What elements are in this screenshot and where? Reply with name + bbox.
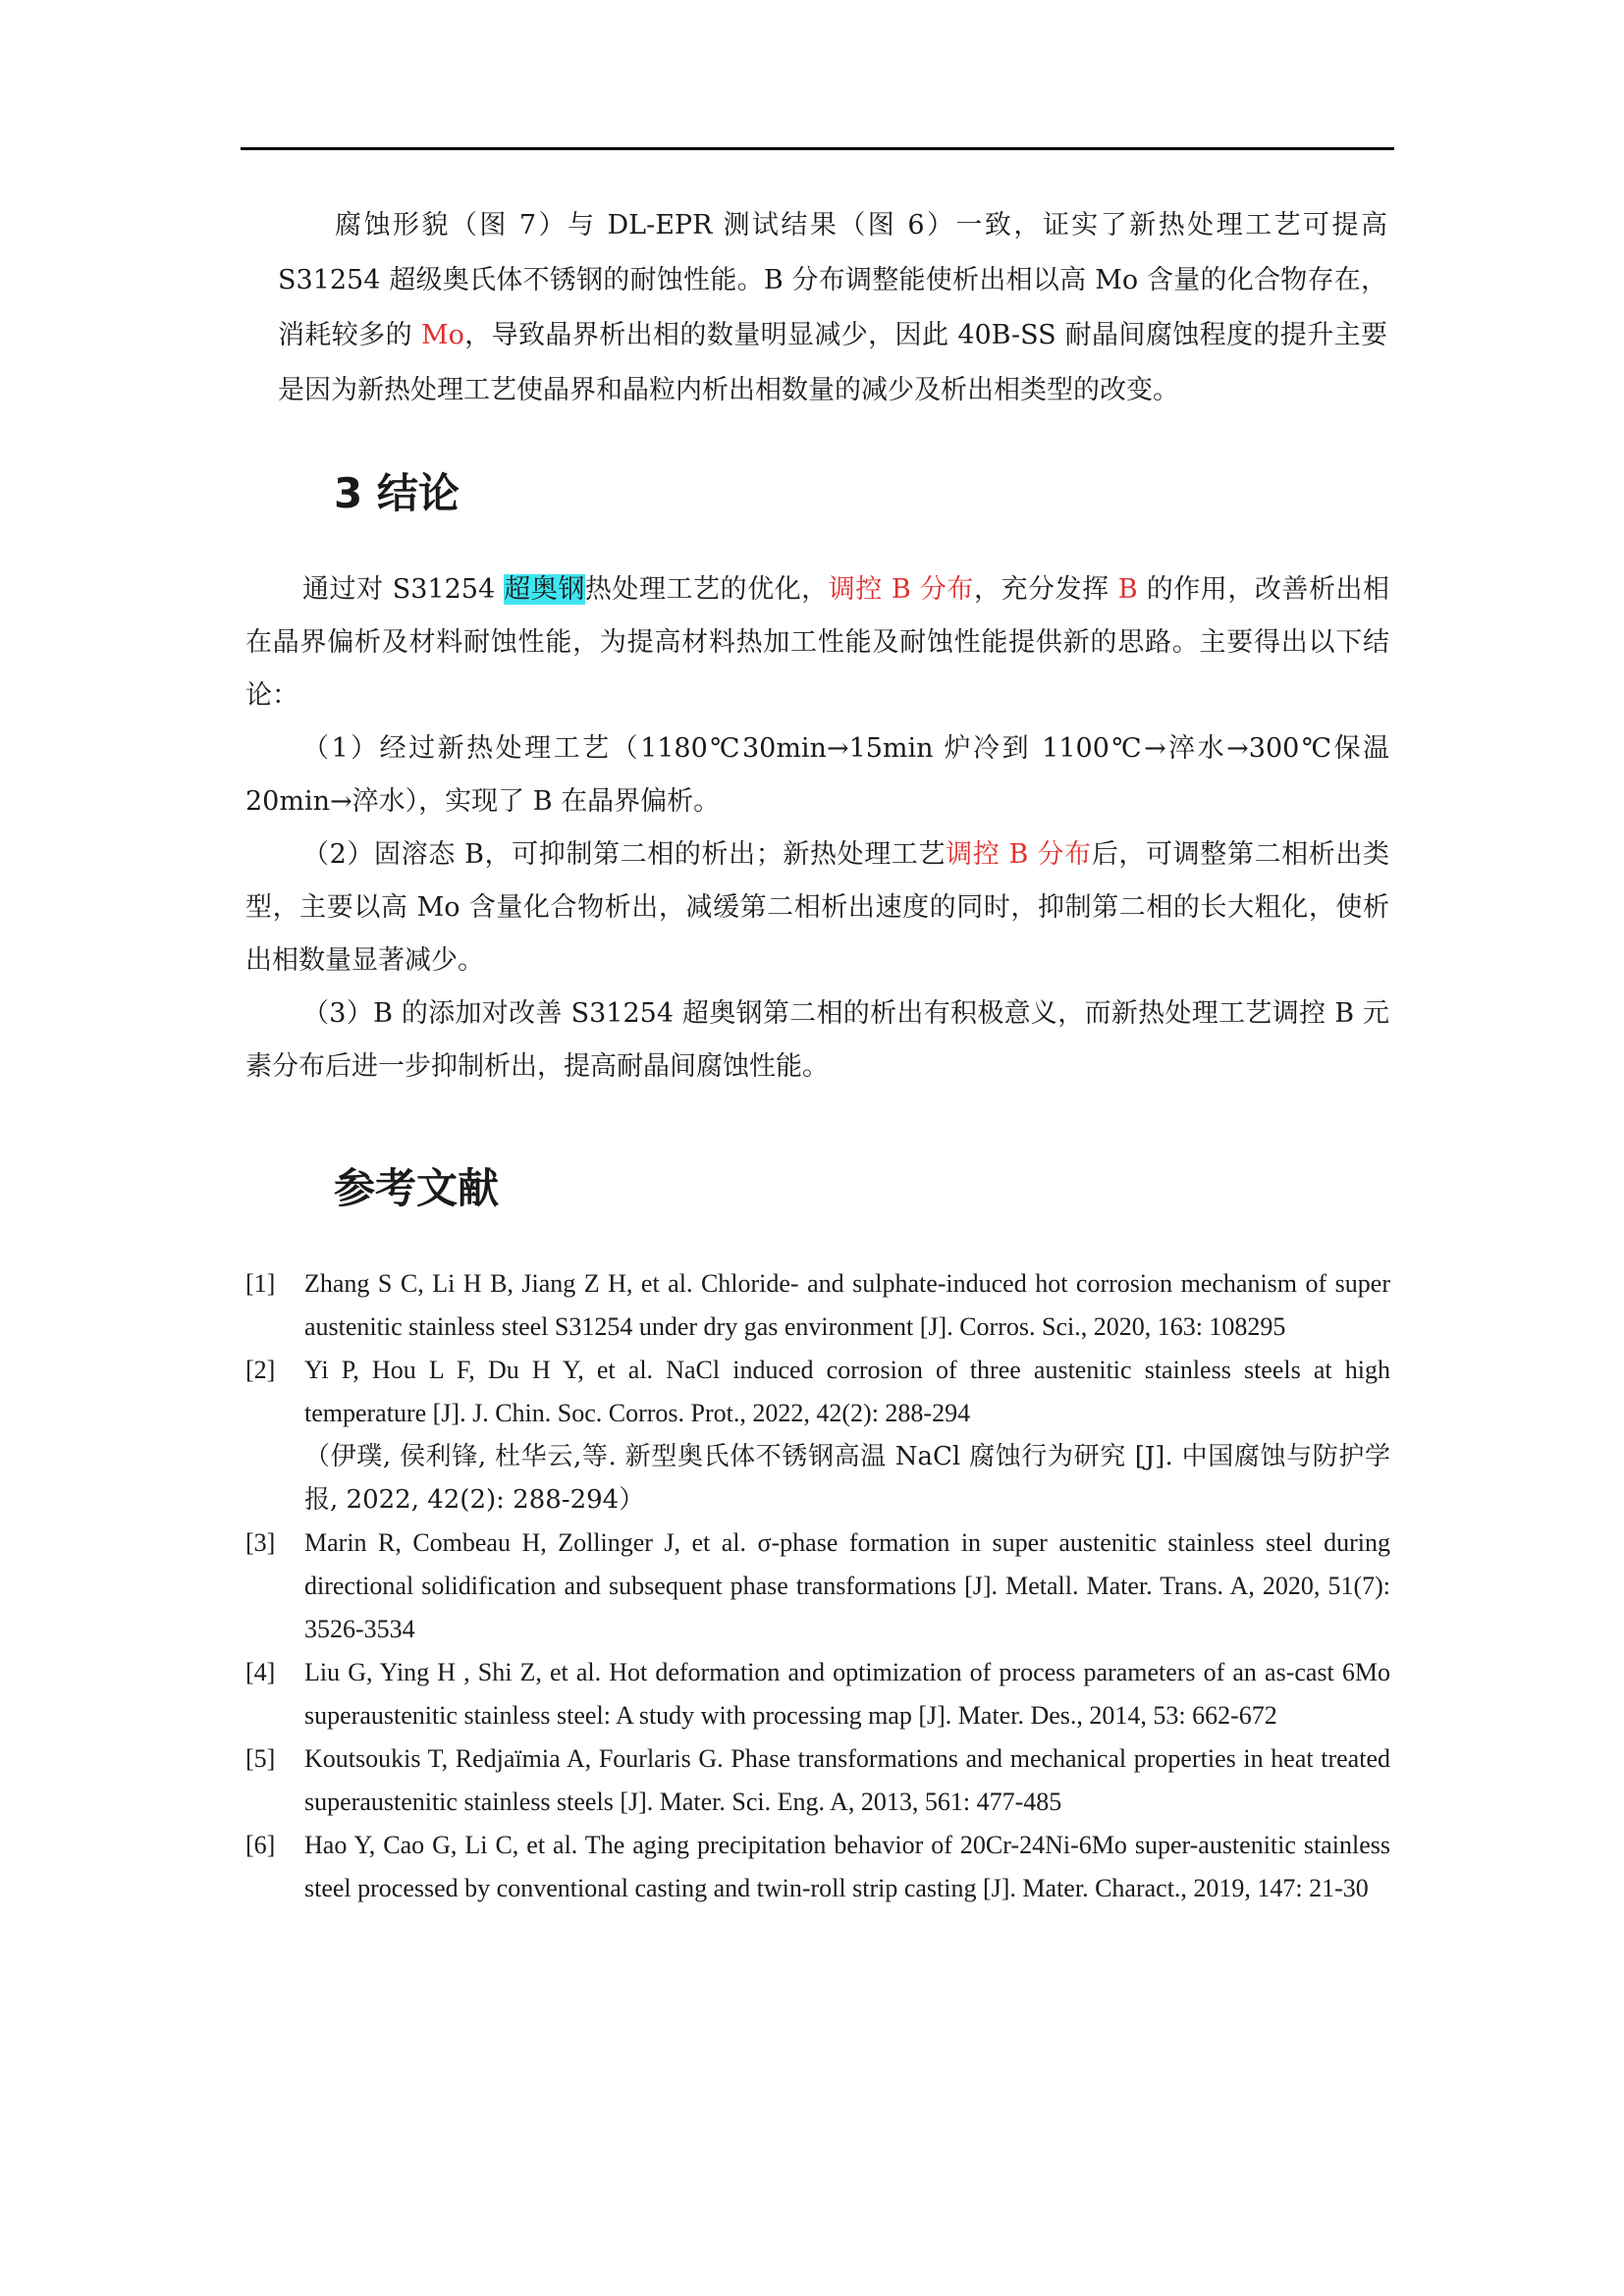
reference-number: [3] bbox=[245, 1528, 276, 1557]
reference-item bbox=[245, 1737, 1390, 1824]
reference-text: Hao Y, Cao G, Li C, et al. The aging precipitation behavior of 20Cr-24Ni-6Mo super-austenitic stainless steel processed by conventional casting and twin-roll strip casting [J]. Mater. Charact., 2019, 147: 21-30 bbox=[304, 1831, 1390, 1902]
conclusion-item-3: （3）B 的添加对改善 S31254 超奥钢第二相的析出有积极意义，而新热处理工艺调控 B 元素分布后进一步抑制析出，提高耐晶间腐蚀性能。 bbox=[245, 998, 1389, 1082]
item2-text-1: （2）固溶态 B，可抑制第二相的析出；新热处理工艺 bbox=[302, 839, 947, 870]
intro-text-2: ，导致晶界析出相的数量明显减少，因此 40B-SS 耐晶间腐蚀程度的提升主要是因为新热处理工艺使晶界和晶粒内析出相数量的减少及析出相类型的改变。 bbox=[278, 320, 1387, 405]
lead-red-1: 调控 B 分布 bbox=[828, 574, 974, 605]
reference-text: Liu G, Ying H , Shi Z, et al. Hot deformation and optimization of process parameters of an as-cast 6Mo superaustenitic stainless steel: A study with processing map [J]. Mater. Des., 2014, 53: 662-672 bbox=[304, 1658, 1390, 1730]
lead-text-3: ，充分发挥 bbox=[973, 574, 1118, 605]
reference-number: [2] bbox=[245, 1356, 276, 1384]
reference-item bbox=[245, 1522, 1390, 1651]
lead-red-2: B bbox=[1117, 574, 1138, 605]
reference-number: [6] bbox=[245, 1831, 276, 1859]
lead-text-2: 热处理工艺的优化， bbox=[584, 574, 829, 605]
intro-paragraph bbox=[278, 198, 1387, 418]
reference-item bbox=[245, 1651, 1390, 1737]
reference-number: [1] bbox=[245, 1269, 276, 1298]
reference-text: Zhang S C, Li H B, Jiang Z H, et al. Chloride- and sulphate-induced hot corrosion mechanism of super austenitic stainless steel S31254 under dry gas environment [J]. Corros. Sci., 2020, 163: 108295 bbox=[304, 1269, 1390, 1341]
reference-text: Koutsoukis T, Redjaïmia A, Fourlaris G. Phase transformations and mechanical properties in heat treated superaustenitic stainless steels [J]. Mater. Sci. Eng. A, 2013, 561: 477-485 bbox=[304, 1744, 1390, 1816]
reference-text: Yi P, Hou L F, Du H Y, et al. NaCl induced corrosion of three austenitic stainless steels at high temperature [J]. J. Chin. Soc. Corros. Prot., 2022, 42(2): 288-294 bbox=[304, 1356, 1390, 1427]
references-heading: 参考文献 bbox=[334, 1164, 500, 1212]
reference-chinese-text: （伊璞, 侯利锋, 杜华云,等. 新型奥氏体不锈钢高温 NaCl 腐蚀行为研究 [J]. 中国腐蚀与防护学报, 2022, 42(2): 288-294） bbox=[304, 1442, 1390, 1515]
header-rule bbox=[241, 147, 1394, 150]
references-list bbox=[245, 1262, 1390, 1910]
conclusion-body bbox=[245, 563, 1389, 1094]
intro-text-1: 腐蚀形貌（图 7）与 DL-EPR 测试结果（图 6）一致，证实了新热处理工艺可提高 S31254 超级奥氏体不锈钢的耐蚀性能。B 分布调整能使析出相以高 Mo 含量的化合物存在，消耗较多的 bbox=[278, 210, 1387, 350]
reference-item bbox=[245, 1262, 1390, 1349]
reference-item bbox=[245, 1349, 1390, 1522]
intro-red-mo: Mo bbox=[420, 320, 464, 350]
lead-highlight: 超奥钢 bbox=[504, 574, 585, 605]
conclusion-item-1: （1）经过新热处理工艺（1180℃30min→15min 炉冷到 1100℃→淬水→300℃保温 20min→淬水），实现了 B 在晶界偏析。 bbox=[245, 733, 1389, 817]
conclusion-heading: 3 结论 bbox=[334, 469, 460, 517]
reference-text: Marin R, Combeau H, Zollinger J, et al. σ-phase formation in super austenitic stainless steel during directional solidification and subsequent phase transformations [J]. Metall. Mater. Trans. A, 2020, 51(7): 3526-3534 bbox=[304, 1528, 1390, 1643]
reference-number: [4] bbox=[245, 1658, 276, 1686]
item2-text-2: 后，可调整第二相析出类型，主要以高 Mo 含量化合物析出，减缓第二相析出速度的同时，抑制第二相的长大粗化，使析出相数量显著减少。 bbox=[245, 839, 1390, 976]
conclusion-item-2 bbox=[245, 828, 1389, 988]
item2-red: 调控 B 分布 bbox=[946, 839, 1092, 870]
lead-text-1: 通过对 S31254 bbox=[302, 574, 505, 605]
lead-text-4: 的作用，改善析出相在晶界偏析及材料耐蚀性能，为提高材料热加工性能及耐蚀性能提供新的思路。主要得出以下结论： bbox=[245, 574, 1390, 711]
conclusion-lead bbox=[245, 563, 1389, 722]
reference-number: [5] bbox=[245, 1744, 276, 1773]
reference-item bbox=[245, 1824, 1390, 1910]
